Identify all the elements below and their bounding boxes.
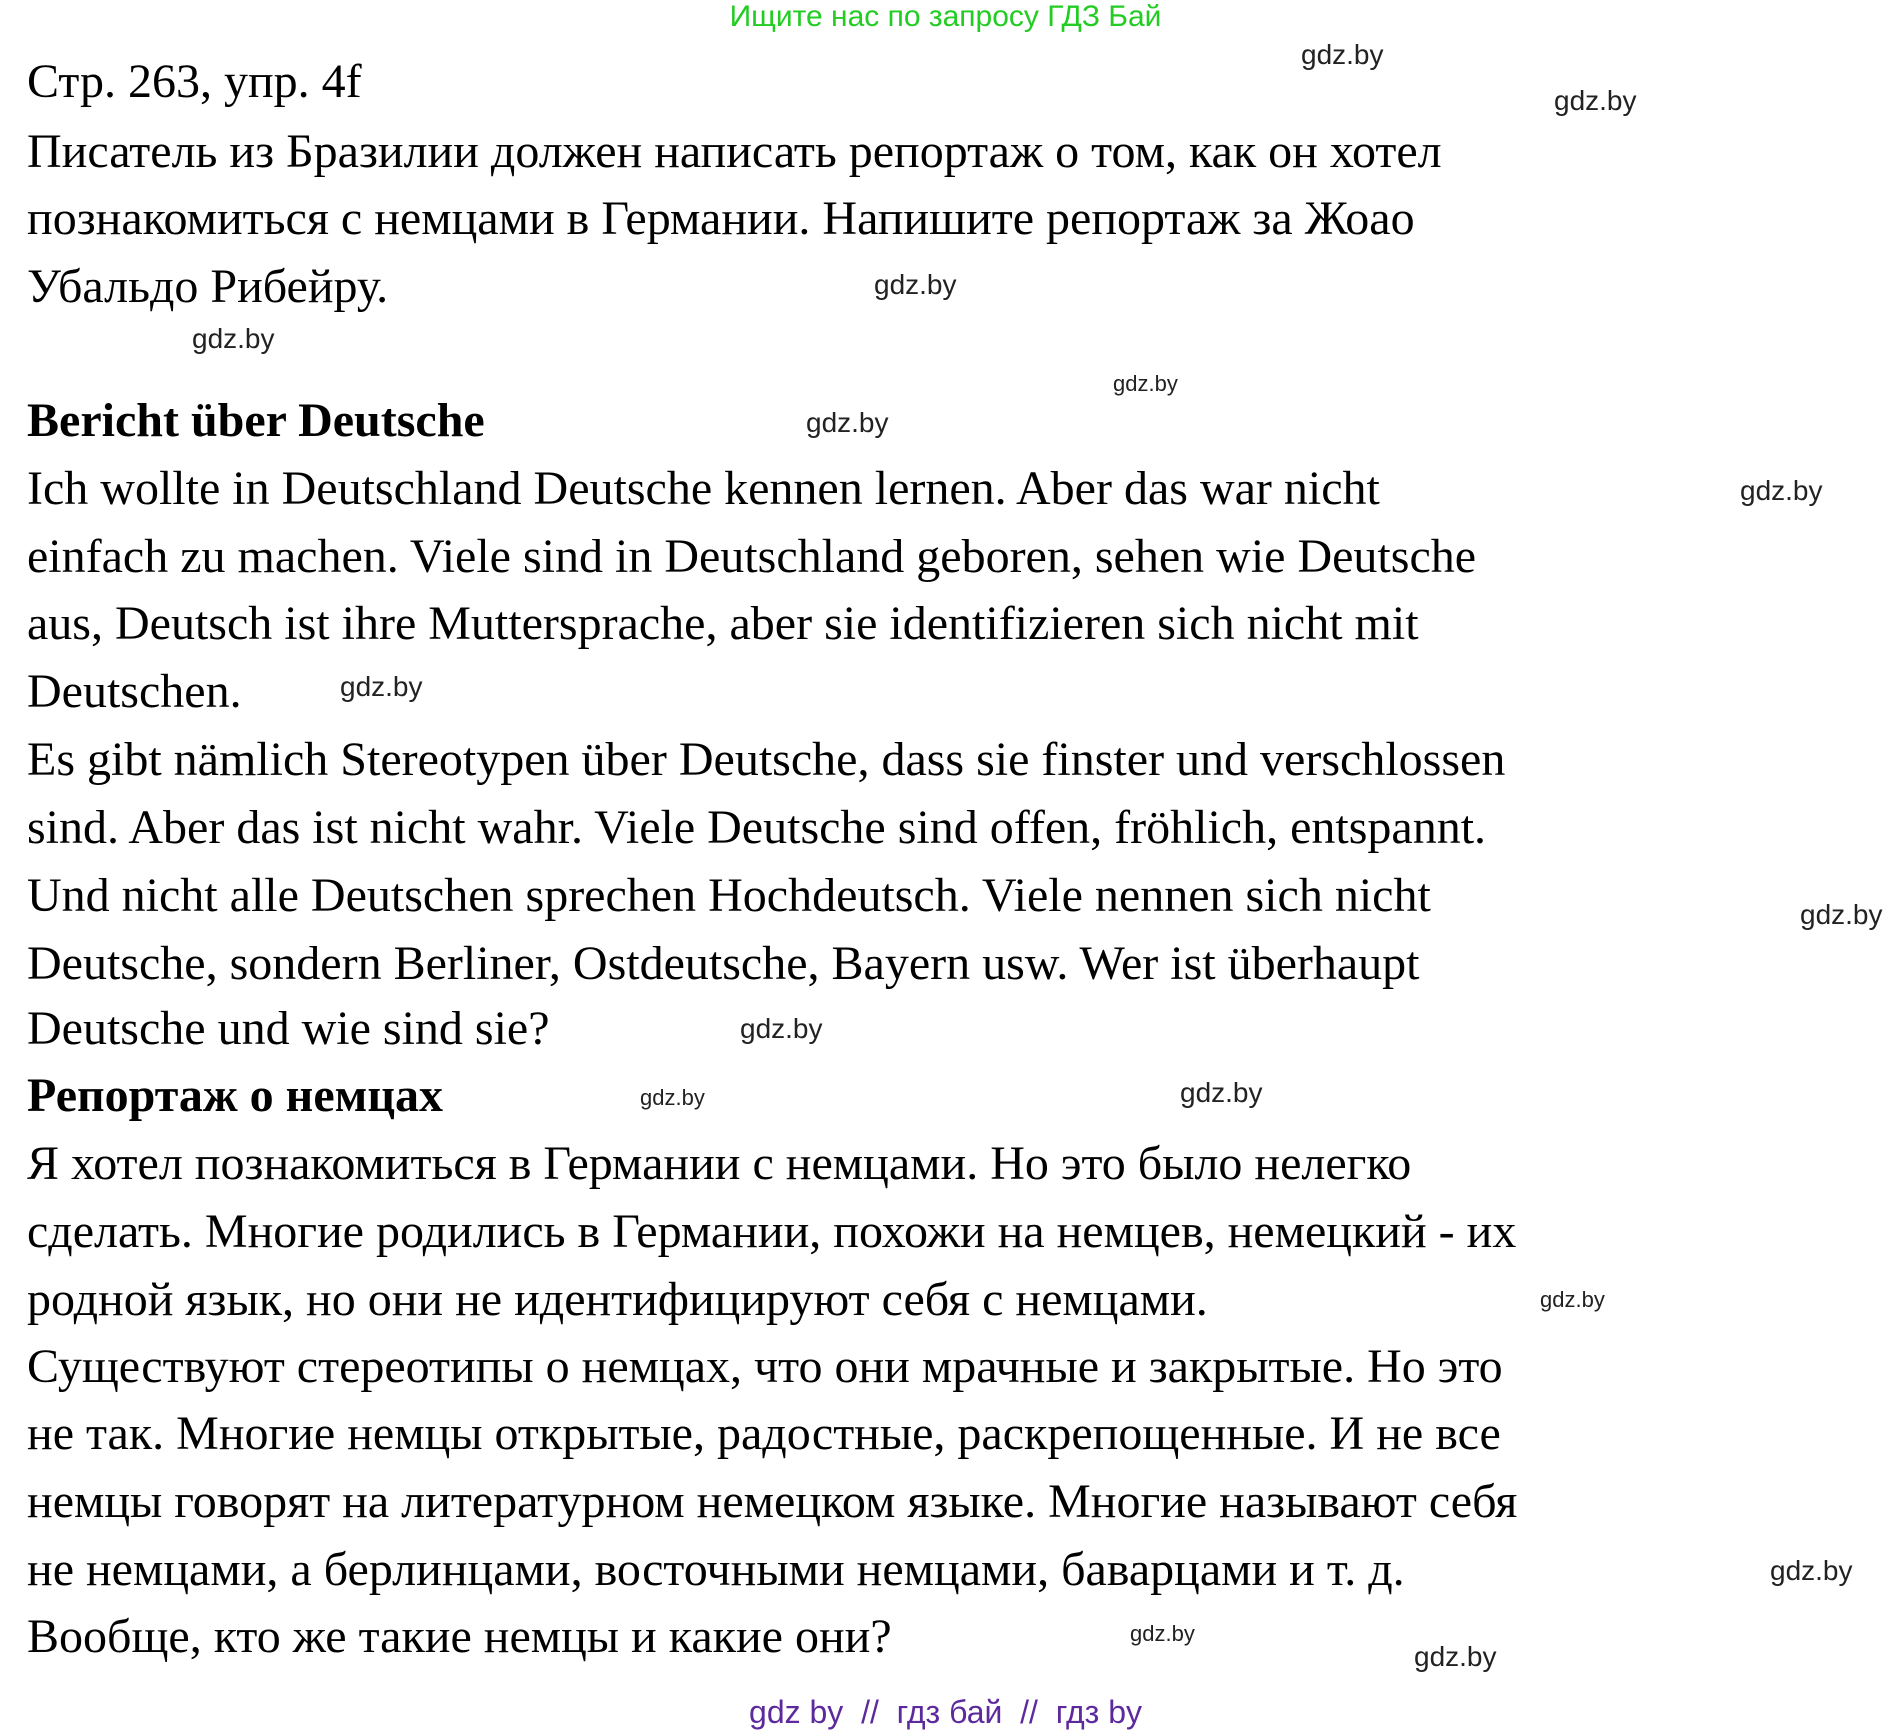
watermark: gdz.by <box>740 1013 823 1044</box>
watermark: gdz.by <box>340 671 423 702</box>
german-line: Deutschen. <box>27 665 242 718</box>
watermark: gdz.by <box>806 407 889 438</box>
watermark: gdz.by <box>1554 85 1637 116</box>
russian-line: Я хотел познакомиться в Германии с немцами. Но это было нелегко <box>27 1137 1412 1190</box>
german-line: einfach zu machen. Viele sind in Deutschland geboren, sehen wie Deutsche <box>27 530 1477 583</box>
watermark: gdz.by <box>1540 1287 1605 1312</box>
russian-line: не так. Многие немцы открытые, радостные, раскрепощенные. И не все <box>27 1407 1501 1460</box>
german-heading: Bericht über Deutsche <box>27 394 485 447</box>
watermark: gdz.by <box>192 323 275 354</box>
watermark: gdz.by <box>1800 899 1883 930</box>
russian-line: Вообще, кто же такие немцы и какие они? <box>27 1610 892 1663</box>
task-line: Писатель из Бразилии должен написать репортаж о том, как он хотел <box>27 125 1442 178</box>
task-line: познакомиться с немцами в Германии. Напишите репортаж за Жоао <box>27 192 1415 245</box>
watermark: gdz.by <box>1130 1621 1195 1646</box>
footer-links: gdz by // гдз бай // гдз by <box>749 1694 1142 1730</box>
german-line: Deutsche und wie sind sie? <box>27 1002 550 1055</box>
german-line: Es gibt nämlich Stereotypen über Deutsche, dass sie finster und verschlossen <box>27 733 1506 786</box>
german-line: sind. Aber das ist nicht wahr. Viele Deutsche sind offen, fröhlich, entspannt. <box>27 801 1487 854</box>
russian-heading: Репортаж о немцах <box>27 1069 443 1122</box>
watermark: gdz.by <box>1113 371 1178 396</box>
russian-line: немцы говорят на литературном немецком языке. Многие называют себя <box>27 1475 1518 1528</box>
german-line: Und nicht alle Deutschen sprechen Hochdeutsch. Viele nennen sich nicht <box>27 869 1431 922</box>
german-line: Ich wollte in Deutschland Deutsche kennen lernen. Aber das war nicht <box>27 462 1380 515</box>
watermark: gdz.by <box>1770 1555 1853 1586</box>
watermark: gdz.by <box>1301 39 1384 70</box>
watermark: gdz.by <box>874 269 957 300</box>
exercise-title: Стр. 263, упр. 4f <box>27 55 362 108</box>
watermark: gdz.by <box>1414 1641 1497 1672</box>
russian-line: сделать. Многие родились в Германии, похожи на немцев, немецкий - их <box>27 1205 1517 1258</box>
german-line: aus, Deutsch ist ihre Muttersprache, aber sie identifizieren sich nicht mit <box>27 597 1419 650</box>
russian-line: Существуют стереотипы о немцах, что они мрачные и закрытые. Но это <box>27 1340 1503 1393</box>
search-hint-banner: Ищите нас по запросу ГДЗ Бай <box>729 0 1162 33</box>
german-line: Deutsche, sondern Berliner, Ostdeutsche, Bayern usw. Wer ist überhaupt <box>27 937 1420 990</box>
watermark: gdz.by <box>1740 475 1823 506</box>
russian-line: не немцами, а берлинцами, восточными немцами, баварцами и т. д. <box>27 1543 1405 1596</box>
watermark: gdz.by <box>1180 1077 1263 1108</box>
task-line: Убальдо Рибейру. <box>27 260 389 313</box>
russian-line: родной язык, но они не идентифицируют себя с немцами. <box>27 1273 1208 1326</box>
watermark: gdz.by <box>640 1085 705 1110</box>
